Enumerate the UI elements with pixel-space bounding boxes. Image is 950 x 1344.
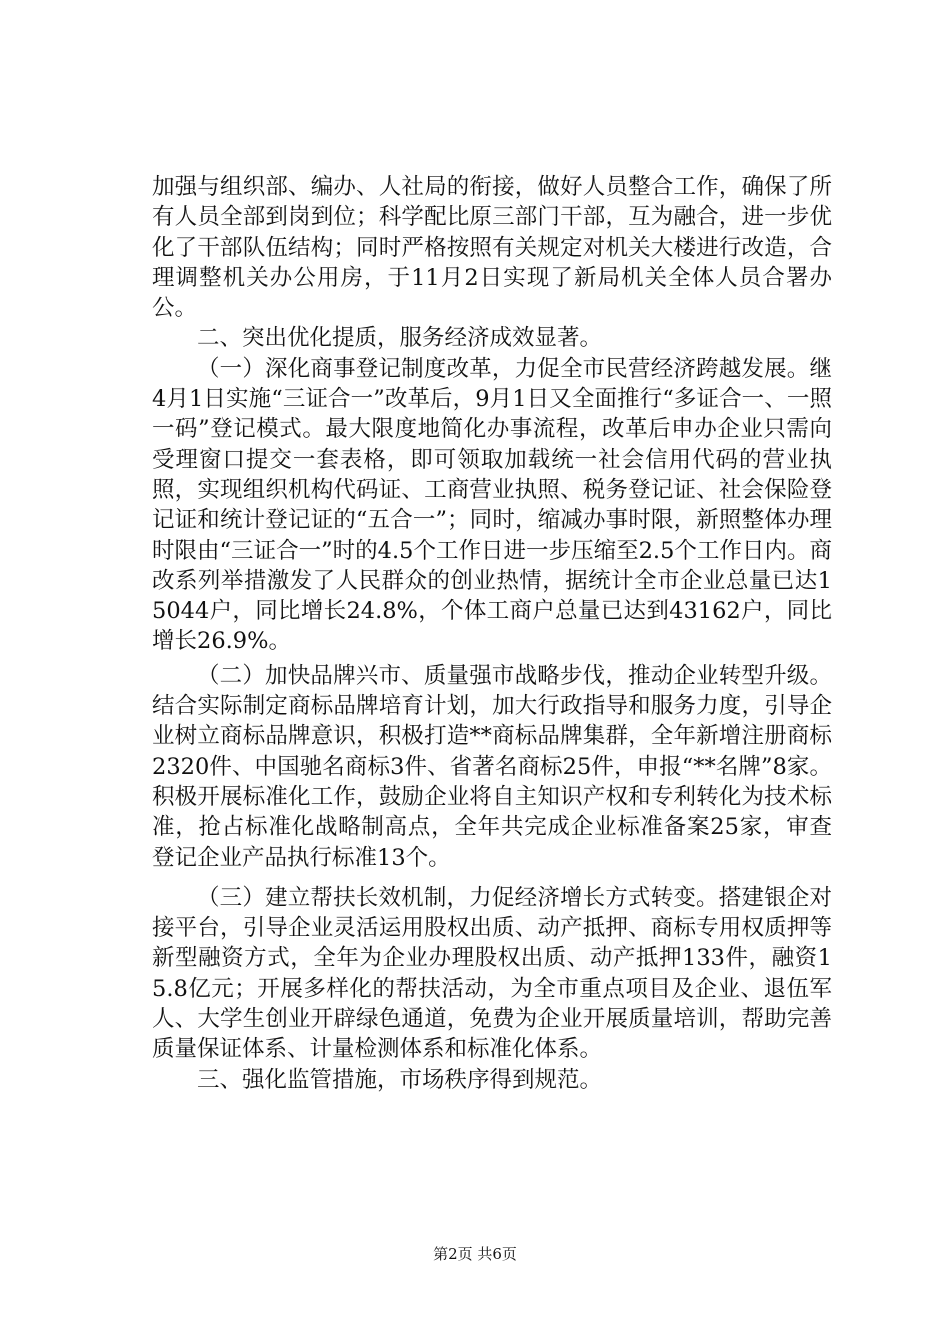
section-heading-2: 二、突出优化提质，服务经济成效显著。: [197, 325, 603, 352]
paragraph-subsection-3: （三）建立帮扶长效机制，力促经济增长方式转变。搭建银企对接平台，引导企业灵活运用股权出质、动产抵押、商标专用权质押等新型融资方式，全年为企业办理股权出质、动产抵押133件，融资15.8亿元；开展多样化的帮扶活动，为全市重点项目及企业、退伍军人、大学生创业开辟绿色通道，免费为企业开展质量培训，帮助完善质量保证体系、计量检测体系和标准化体系。: [152, 884, 832, 1063]
document-body: [152, 172, 832, 1095]
paragraph-subsection-2: （二）加快品牌兴市、质量强市战略步伐，推动企业转型升级。结合实际制定商标品牌培育计划，加大行政指导和服务力度，引导企业树立商标品牌意识，积极打造**商标品牌集群，全年新增注册商标2320件、中国驰名商标3件、省著名商标25件，申报“**名牌”8家。积极开展标准化工作，鼓励企业将自主知识产权和专利转化为技术标准，抢占标准化战略制高点，全年共完成企业标准备案25家，审查登记企业产品执行标准13个。: [152, 662, 832, 871]
page-footer: 第2页 共6页: [433, 1245, 517, 1263]
section-heading-3: 三、强化监管措施，市场秩序得到规范。: [197, 1066, 603, 1093]
paragraph-subsection-1: （一）深化商事登记制度改革，力促全市民营经济跨越发展。继4月1日实施“三证合一”改革后，9月1日又全面推行“多证合一、一照一码”登记模式。最大限度地简化办事流程，改革后申办企业只需向受理窗口提交一套表格，即可领取加载统一社会信用代码的营业执照，实现组织机构代码证、工商营业执照、税务登记证、社会保险登记证和统计登记证的“五合一”；同时，缩减办事时限，新照整体办理时限由“三证合一”时的4.5个工作日进一步压缩至2.5个工作日内。商改系列举措激发了人民群众的创业热情，据统计全市企业总量已达15044户，同比增长24.8%，个体工商户总量已达到43162户，同比增长26.9%。: [152, 355, 832, 655]
paragraph-staff-integration: 加强与组织部、编办、人社局的衔接，做好人员整合工作，确保了所有人员全部到岗到位；科学配比原三部门干部，互为融合，进一步优化了干部队伍结构；同时严格按照有关规定对机关大楼进行改造，合理调整机关办公用房，于11月2日实现了新局机关全体人员合署办公。: [152, 174, 832, 322]
